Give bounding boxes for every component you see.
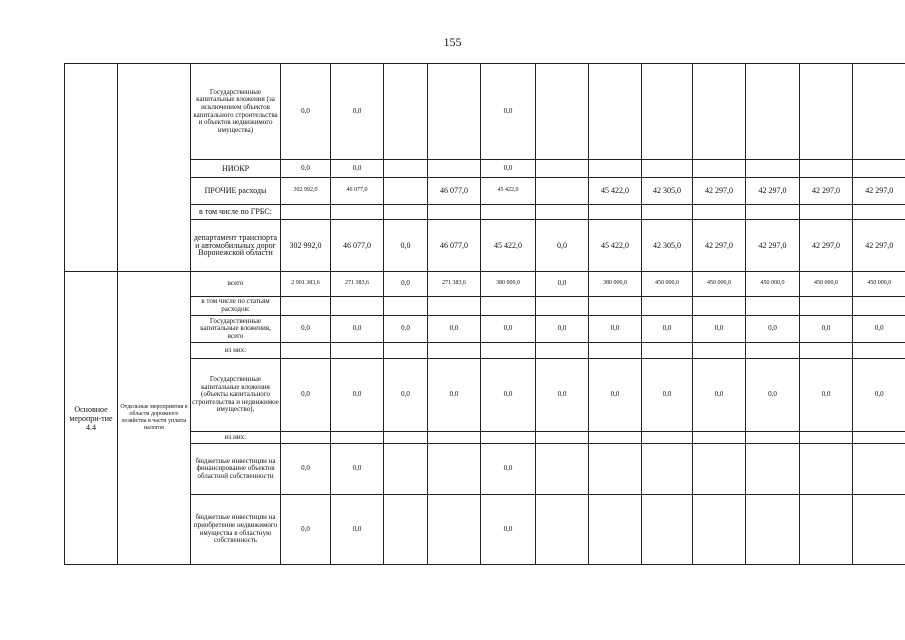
value-cell: 0,0: [281, 64, 331, 160]
value-cell: [693, 64, 746, 160]
value-cell: [589, 444, 642, 495]
value-cell: 45 422,0: [589, 220, 642, 272]
value-cell: 42 297,0: [853, 178, 905, 205]
value-cell: [693, 432, 746, 444]
value-cell: 0,0: [384, 220, 428, 272]
value-cell: [693, 297, 746, 316]
value-cell: 0,0: [536, 272, 589, 297]
row-label: Государственные капитальные вложения (объекты капитального строительства и недвижимое имущество),: [191, 359, 281, 432]
value-cell: 302 992,0: [281, 178, 331, 205]
value-cell: 450 000,0: [853, 272, 905, 297]
table-row: [65, 432, 905, 444]
value-cell: 0,0: [384, 316, 428, 343]
value-cell: [536, 160, 589, 178]
value-cell: [746, 444, 800, 495]
value-cell: [800, 495, 853, 565]
value-cell: [589, 343, 642, 359]
value-cell: [853, 444, 905, 495]
value-cell: 0,0: [481, 160, 536, 178]
value-cell: [642, 432, 693, 444]
value-cell: 302 992,0: [281, 220, 331, 272]
value-cell: 45 422,0: [481, 220, 536, 272]
value-cell: [331, 343, 384, 359]
value-cell: [800, 343, 853, 359]
value-cell: [642, 205, 693, 220]
row-label: бюджетные инвестиции на приобретение недвижимого имущества в областную собственность: [191, 495, 281, 565]
value-cell: [800, 64, 853, 160]
value-cell: 0,0: [281, 495, 331, 565]
value-cell: [536, 343, 589, 359]
value-cell: [428, 343, 481, 359]
value-cell: 42 297,0: [800, 220, 853, 272]
value-cell: [642, 343, 693, 359]
value-cell: [853, 205, 905, 220]
value-cell: [746, 205, 800, 220]
value-cell: [281, 432, 331, 444]
value-cell: [589, 160, 642, 178]
value-cell: 42 297,0: [853, 220, 905, 272]
value-cell: [693, 160, 746, 178]
value-cell: 0,0: [481, 316, 536, 343]
value-cell: [536, 495, 589, 565]
value-cell: 0,0: [693, 359, 746, 432]
value-cell: [589, 205, 642, 220]
value-cell: [384, 444, 428, 495]
value-cell: 0,0: [481, 359, 536, 432]
value-cell: 0,0: [800, 316, 853, 343]
value-cell: [536, 64, 589, 160]
value-cell: 42 305,0: [642, 178, 693, 205]
value-cell: [853, 495, 905, 565]
value-cell: [693, 444, 746, 495]
value-cell: 0,0: [331, 444, 384, 495]
value-cell: [853, 64, 905, 160]
page-number: 155: [443, 35, 462, 49]
value-cell: [384, 343, 428, 359]
table-row: [65, 272, 905, 297]
value-cell: [331, 297, 384, 316]
value-cell: [428, 444, 481, 495]
value-cell: 0,0: [746, 359, 800, 432]
value-cell: [589, 297, 642, 316]
value-cell: 271 383,6: [428, 272, 481, 297]
row-label: Государственные капитальные вложения (за исключением объектов капитального строительства и объектов недвижимого имущества): [191, 64, 281, 160]
value-cell: [746, 297, 800, 316]
row-label: из них:: [191, 432, 281, 444]
value-cell: 0,0: [853, 359, 905, 432]
value-cell: [384, 495, 428, 565]
value-cell: 0,0: [331, 64, 384, 160]
value-cell: [481, 297, 536, 316]
value-cell: 42 297,0: [693, 178, 746, 205]
value-cell: 380 000,0: [481, 272, 536, 297]
value-cell: 0,0: [800, 359, 853, 432]
value-cell: 0,0: [384, 359, 428, 432]
value-cell: [481, 205, 536, 220]
value-cell: 0,0: [536, 220, 589, 272]
value-cell: [800, 297, 853, 316]
value-cell: 0,0: [281, 160, 331, 178]
value-cell: [642, 160, 693, 178]
table-row: [65, 316, 905, 343]
measure-description: Отдельные мероприятия в области дорожного хозяйства в части уплаты налогов: [118, 272, 191, 565]
value-cell: [589, 432, 642, 444]
value-cell: 45 422,0: [589, 178, 642, 205]
value-cell: 0,0: [428, 359, 481, 432]
value-cell: [746, 432, 800, 444]
value-cell: 2 901 383,6: [281, 272, 331, 297]
value-cell: [746, 160, 800, 178]
value-cell: 450 000,0: [693, 272, 746, 297]
value-cell: [481, 343, 536, 359]
value-cell: 42 297,0: [746, 220, 800, 272]
value-cell: 0,0: [693, 316, 746, 343]
table-row: [65, 444, 905, 495]
value-cell: 42 297,0: [746, 178, 800, 205]
value-cell: [746, 343, 800, 359]
value-cell: 0,0: [481, 444, 536, 495]
value-cell: [481, 432, 536, 444]
value-cell: [853, 432, 905, 444]
value-cell: [642, 495, 693, 565]
row-label: департамент транспорта и автомобильных дорог Воронежской области: [191, 220, 281, 272]
row-label: в том числе по статьям расходов:: [191, 297, 281, 316]
table-row: [65, 297, 905, 316]
value-cell: 0,0: [281, 444, 331, 495]
value-cell: 46 077,0: [331, 178, 384, 205]
row-label: ПРОЧИЕ расходы: [191, 178, 281, 205]
value-cell: 45 422,0: [481, 178, 536, 205]
row-label: всего: [191, 272, 281, 297]
measure-title: Основное меропри-тие 4.4: [65, 272, 118, 565]
value-cell: 0,0: [536, 359, 589, 432]
budget-table-frame: [64, 63, 905, 565]
row-label: НИОКР: [191, 160, 281, 178]
value-cell: [281, 205, 331, 220]
table-row: [65, 205, 905, 220]
value-cell: [384, 160, 428, 178]
measure-description-cell-upper: [118, 64, 191, 272]
value-cell: [428, 297, 481, 316]
row-label: в том числе по ГРБС:: [191, 205, 281, 220]
value-cell: 0,0: [331, 160, 384, 178]
value-cell: 0,0: [853, 316, 905, 343]
table-row: [65, 359, 905, 432]
value-cell: 450 000,0: [642, 272, 693, 297]
value-cell: 0,0: [384, 272, 428, 297]
row-label: бюджетные инвестиции на финансирование объектов областной собственности: [191, 444, 281, 495]
value-cell: [428, 64, 481, 160]
value-cell: [428, 205, 481, 220]
value-cell: [746, 495, 800, 565]
value-cell: [536, 432, 589, 444]
value-cell: [746, 64, 800, 160]
value-cell: 450 000,0: [746, 272, 800, 297]
value-cell: [384, 205, 428, 220]
value-cell: 0,0: [481, 495, 536, 565]
row-label: из них:: [191, 343, 281, 359]
value-cell: [853, 297, 905, 316]
table-row: [65, 178, 905, 205]
value-cell: 0,0: [642, 359, 693, 432]
value-cell: [589, 64, 642, 160]
value-cell: 0,0: [331, 316, 384, 343]
value-cell: 46 077,0: [428, 220, 481, 272]
value-cell: 42 305,0: [642, 220, 693, 272]
value-cell: [536, 444, 589, 495]
table-row: [65, 64, 905, 160]
value-cell: [384, 432, 428, 444]
value-cell: 0,0: [428, 316, 481, 343]
value-cell: [589, 495, 642, 565]
value-cell: 0,0: [481, 64, 536, 160]
value-cell: [853, 343, 905, 359]
value-cell: [384, 64, 428, 160]
value-cell: [428, 160, 481, 178]
value-cell: [331, 432, 384, 444]
budget-table: [64, 63, 905, 565]
value-cell: [428, 495, 481, 565]
value-cell: 0,0: [536, 316, 589, 343]
value-cell: 42 297,0: [800, 178, 853, 205]
value-cell: 380 000,0: [589, 272, 642, 297]
value-cell: [428, 432, 481, 444]
value-cell: 0,0: [589, 359, 642, 432]
value-cell: [642, 297, 693, 316]
value-cell: 0,0: [281, 359, 331, 432]
value-cell: 0,0: [746, 316, 800, 343]
value-cell: 0,0: [331, 495, 384, 565]
value-cell: [384, 297, 428, 316]
value-cell: [536, 178, 589, 205]
value-cell: 450 000,0: [800, 272, 853, 297]
value-cell: 0,0: [589, 316, 642, 343]
value-cell: 0,0: [331, 359, 384, 432]
value-cell: 46 077,0: [428, 178, 481, 205]
value-cell: [331, 205, 384, 220]
value-cell: [642, 64, 693, 160]
table-row: [65, 220, 905, 272]
table-row: [65, 160, 905, 178]
value-cell: 42 297,0: [693, 220, 746, 272]
value-cell: [853, 160, 905, 178]
value-cell: [642, 444, 693, 495]
value-cell: [536, 297, 589, 316]
value-cell: [800, 444, 853, 495]
value-cell: 271 383,6: [331, 272, 384, 297]
value-cell: [800, 160, 853, 178]
value-cell: [800, 432, 853, 444]
value-cell: 0,0: [281, 316, 331, 343]
value-cell: [281, 297, 331, 316]
value-cell: [693, 495, 746, 565]
value-cell: [693, 205, 746, 220]
value-cell: [693, 343, 746, 359]
value-cell: 46 077,0: [331, 220, 384, 272]
value-cell: [384, 178, 428, 205]
value-cell: [800, 205, 853, 220]
row-label: Государственные капитальные вложения, всего: [191, 316, 281, 343]
measure-title-cell-upper: [65, 64, 118, 272]
table-row: [65, 343, 905, 359]
value-cell: 0,0: [642, 316, 693, 343]
value-cell: [281, 343, 331, 359]
value-cell: [536, 205, 589, 220]
table-row: [65, 495, 905, 565]
